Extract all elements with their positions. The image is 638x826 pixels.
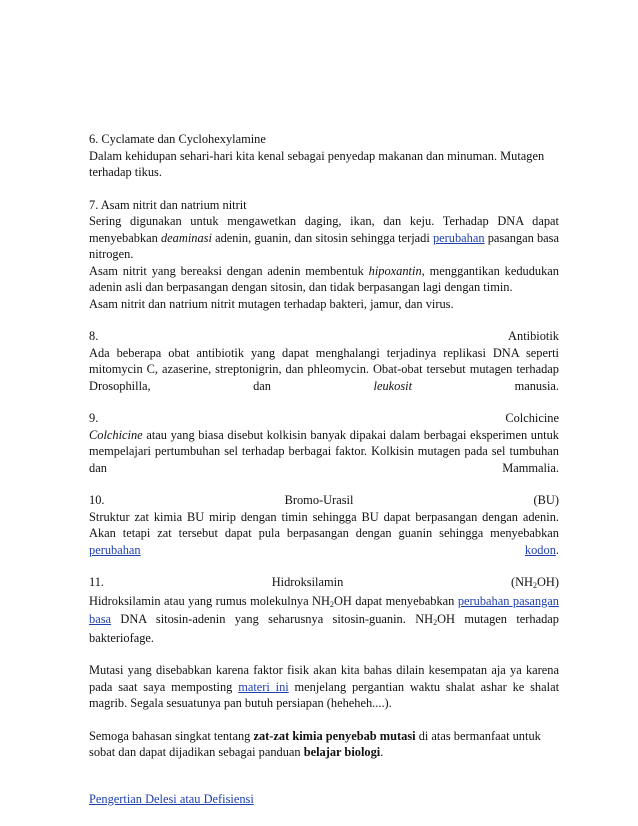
section-title: Hidroksilamin bbox=[271, 575, 344, 589]
closing-paragraph bbox=[89, 728, 559, 761]
section-hidroksilamin bbox=[89, 574, 559, 646]
italic-term: hipoxantin bbox=[368, 263, 422, 278]
subscript: 2 bbox=[329, 599, 334, 609]
section-paragraph: Asam nitrit dan natrium nitrit mutagen terhadap bakteri, jamur, dan virus. bbox=[89, 296, 454, 311]
section-asam-nitrit bbox=[89, 197, 559, 313]
subscript: 2 bbox=[532, 581, 537, 590]
section-number: 9. bbox=[89, 411, 99, 425]
section-cyclamate bbox=[89, 131, 559, 181]
section-paragraph bbox=[89, 509, 559, 559]
section-heading-row bbox=[89, 492, 559, 509]
italic-term: Colchicine bbox=[89, 427, 143, 442]
section-paragraph bbox=[89, 593, 559, 647]
text-run: OH dapat menyebabkan bbox=[333, 593, 458, 608]
bold-phrase: zat-zat kimia penyebab mutasi bbox=[253, 728, 416, 743]
text-run: di atas bermanfaat untuk sobat dan dapat dijadikan sebagai panduan bbox=[89, 728, 541, 759]
section-heading: 6. Cyclamate dan Cyclohexylamine bbox=[89, 132, 266, 146]
italic-term: deaminasi bbox=[160, 230, 212, 245]
section-colchicine bbox=[89, 410, 559, 476]
text-run: . bbox=[555, 542, 559, 557]
subscript: 2 bbox=[433, 618, 438, 627]
text-run: (NH bbox=[510, 575, 533, 589]
section-paragraph bbox=[89, 427, 559, 477]
text-run: adenin, guanin, dan sitosin sehingga terjadi bbox=[211, 230, 433, 245]
section-number: 8. bbox=[89, 329, 99, 343]
section-heading-row bbox=[89, 410, 559, 427]
text-run: manusia. bbox=[412, 378, 559, 393]
closing-paragraph bbox=[89, 662, 559, 712]
section-antibiotik bbox=[89, 328, 559, 394]
text-run: Asam nitrit yang bereaksi dengan adenin membentuk bbox=[89, 263, 369, 278]
section-heading-row bbox=[89, 574, 559, 593]
bold-phrase: belajar biologi bbox=[303, 745, 381, 759]
text-run: OH mutagen terhadap bakteriofage. bbox=[89, 612, 559, 645]
text-run: menjelang pergantian waktu shalat ashar ke shalat magrib. Segala sesuatunya pan butuh persiapan (heheheh....). bbox=[89, 679, 560, 710]
section-title: Colchicine bbox=[505, 411, 559, 425]
closing-note bbox=[89, 662, 559, 712]
section-abbreviation: (BU) bbox=[533, 493, 559, 507]
text-run: atau yang biasa disebut kolkisin banyak dipakai dalam berbagai eksperimen untuk mempelajari pertumbuhan sel terhadap berbagai faktor. Kolkisin mutagen pada sel tumbuhan dan Mammalia. bbox=[89, 427, 559, 475]
section-heading: 7. Asam nitrit dan natrium nitrit bbox=[89, 197, 247, 212]
section-number: 11. bbox=[89, 575, 105, 589]
section-title: Antibiotik bbox=[508, 329, 559, 343]
text-run: Hidroksilamin atau yang rumus molekulnya NH bbox=[89, 593, 330, 608]
link-perubahan-pasangan-basa[interactable]: perubahan pasangan basa bbox=[89, 593, 559, 626]
text-run: Semoga bahasan singkat tentang bbox=[89, 728, 254, 743]
spacer bbox=[89, 777, 559, 791]
text-run: Ada beberapa obat antibiotik yang dapat menghalangi terjadinya replikasi DNA seperti mitomycin C, azaserine, streptonigrin, dan phleomycin. Obat-obat tersebut mutagen terhadap Drosophilla, dan bbox=[89, 345, 559, 393]
section-paragraph bbox=[89, 263, 559, 296]
text-run: OH) bbox=[536, 575, 559, 589]
section-formula bbox=[511, 574, 559, 593]
italic-term: leukosit bbox=[373, 378, 413, 393]
text-run: pasangan basa nitrogen. bbox=[89, 230, 560, 261]
link-materi-ini[interactable]: materi ini bbox=[238, 679, 289, 694]
link-perubahan[interactable]: perubahan bbox=[89, 542, 141, 557]
section-number: 10. bbox=[89, 493, 105, 507]
text-run: Struktur zat kimia BU mirip dengan timin sehingga BU dapat berpasangan dengan adenin. Akan tetapi zat tersebut dapat pula berpasangan dengan guanin sehingga menyebabkan bbox=[89, 509, 559, 540]
section-bromo-urasil bbox=[89, 492, 559, 558]
text-run: Sering digunakan untuk mengawetkan daging, ikan, dan keju. Terhadap DNA dapat menyebabkan bbox=[89, 214, 559, 245]
text-run: DNA sitosin-adenin yang seharusnya sitosin-guanin. NH bbox=[111, 612, 434, 626]
section-title: Bromo-Urasil bbox=[284, 493, 354, 507]
text-run: , menggantikan kedudukan adenin asli dan berpasangan dengan sitosin, dan tidak berpasangan lagi dengan timin. bbox=[89, 263, 560, 294]
footer-link-row bbox=[89, 791, 559, 808]
closing-summary bbox=[89, 728, 559, 761]
section-paragraph bbox=[89, 345, 559, 395]
section-paragraph bbox=[89, 213, 559, 263]
text-run: . bbox=[380, 745, 384, 759]
section-body: Dalam kehidupan sehari-hari kita kenal sebagai penyedap makanan dan minuman. Mutagen terhadap tikus. bbox=[89, 148, 545, 179]
link-perubahan[interactable]: perubahan bbox=[432, 230, 485, 245]
text-run: Mutasi yang disebabkan karena faktor fisik akan kita bahas dilain kesempatan aja ya karena pada saat saya memposting bbox=[89, 663, 559, 694]
section-heading-row bbox=[89, 328, 559, 345]
link-kodon[interactable]: kodon bbox=[524, 542, 556, 557]
link-pengertian-delesi[interactable]: Pengertian Delesi atau Defisiensi bbox=[89, 791, 254, 806]
document-page bbox=[89, 131, 559, 807]
